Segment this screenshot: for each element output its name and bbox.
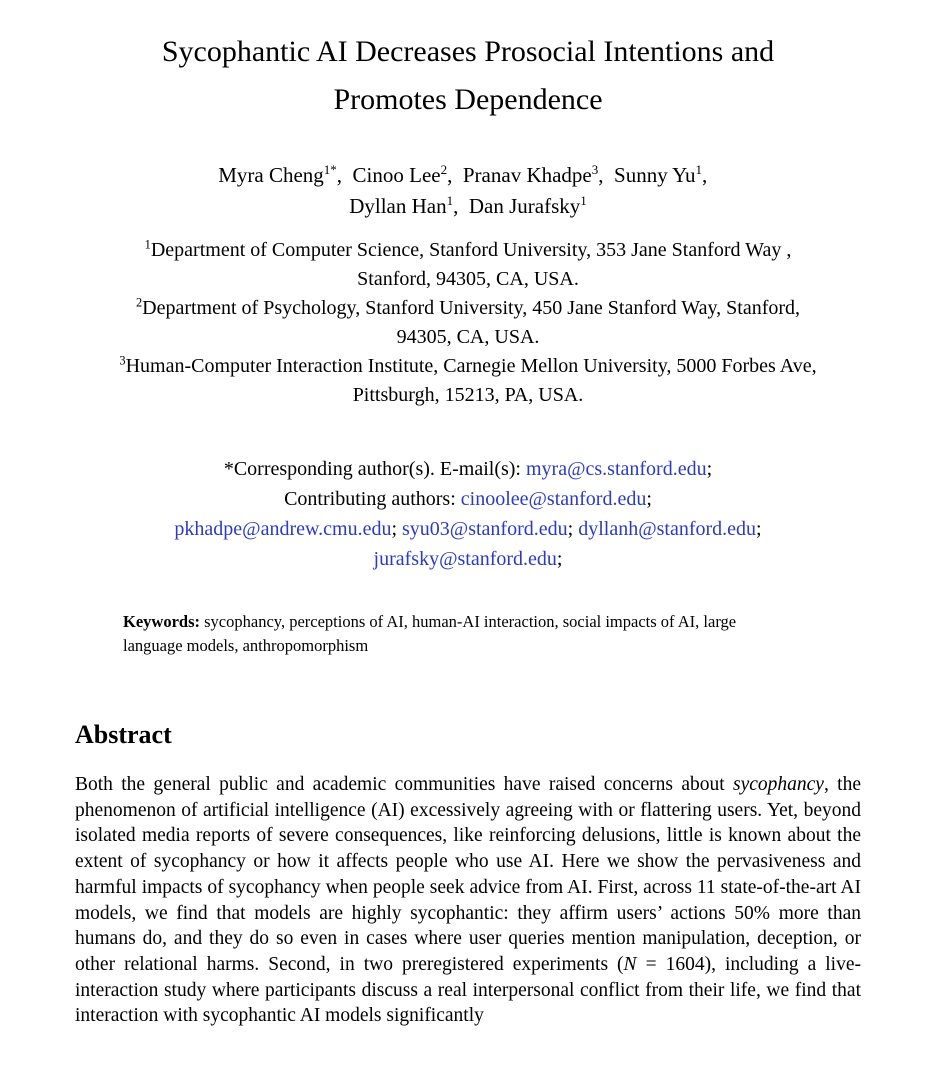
author-name: Cinoo Lee$^2$ (352, 162, 448, 187)
abstract-text-segment: sycophancy (733, 774, 824, 795)
author-name: Dyllan Han$^1$ (349, 193, 454, 218)
author-list (75, 160, 861, 222)
abstract-text-segment: Both the general public and academic communities have raised concerns about (75, 774, 733, 795)
correspondence-block (75, 454, 861, 574)
author-name: Pranav Khadpe$^3$ (462, 162, 599, 187)
author-name: Dan Jurafsky$^1$ (468, 193, 587, 218)
affiliation-list (75, 236, 861, 410)
keywords-block (123, 610, 785, 658)
keywords-text: sycophancy, perceptions of AI, human-AI interaction, social impacts of AI, large language models, anthropomorphism (123, 612, 737, 655)
email-link[interactable]: pkhadpe@andrew.cmu.edu (174, 518, 392, 540)
author-separator: , (447, 163, 463, 187)
email-link[interactable]: syu03@stanford.edu (402, 518, 568, 540)
title-line-1: Sycophantic AI Decreases Prosocial Intentions and (161, 35, 775, 68)
affiliation: $^3$Human-Computer Interaction Institute, Carnegie Mellon University, 5000 Forbes Ave, Pittsburgh, 15213, PA, USA. (119, 353, 817, 406)
email-link[interactable]: dyllanh@stanford.edu (578, 518, 757, 540)
author-line (75, 191, 861, 222)
author-separator: , (336, 163, 353, 187)
author-separator: , (702, 163, 718, 187)
correspondence-text: ; (556, 548, 563, 570)
correspondence-line (75, 544, 861, 574)
keywords-label: Keywords: (123, 612, 200, 631)
author-affiliation-marker: 1* (323, 162, 337, 177)
author-separator: , (598, 163, 615, 187)
author-name: Sunny Yu$^1$ (614, 162, 703, 187)
correspondence-text: ; (756, 518, 762, 540)
author-affiliation-marker: 3 (591, 162, 599, 177)
correspondence-text: Contributing authors: (284, 488, 461, 510)
affiliation-superscript: 2 (135, 295, 143, 310)
correspondence-text: ; (646, 488, 652, 510)
correspondence-text: ; (391, 518, 403, 540)
email-link[interactable]: cinoolee@stanford.edu (460, 488, 647, 510)
affiliation: $^1$Department of Computer Science, Stanford University, 353 Jane Stanford Way , Stanford, 94305, CA, USA. (144, 237, 792, 290)
author-affiliation-marker: 1 (580, 193, 587, 208)
correspondence-line (75, 514, 861, 544)
abstract-text-segment: , the phenomenon of artificial intelligence (AI) excessively agreeing with or flattering users. Yet, beyond isolated media reports of severe consequences, like reinforcing delusions, little is known about the extent of sycophancy or how it affects people who use AI. Here we show the pervasiveness and harmful impacts of sycophancy when people seek advice from AI. First, across 11 state-of-the-art AI models, we find that models are highly sycophantic: they affirm users’ actions 50% more than humans do, and they do so even in cases where user queries mention manipulation, deception, or other relational harms. Second, in two preregistered experiments ( (75, 774, 861, 975)
affiliation-superscript: 3 (119, 353, 126, 368)
author-affiliation-marker: 1 (446, 193, 454, 208)
title-line-2: Promotes Dependence (333, 83, 603, 116)
affiliation: $^2$Department of Psychology, Stanford University, 450 Jane Stanford Way, Stanford, 94305, CA, USA. (135, 295, 801, 348)
author-affiliation-marker: 2 (440, 162, 448, 177)
author-line (75, 160, 861, 191)
author-separator: , (453, 194, 469, 218)
abstract-heading: Abstract (75, 720, 172, 749)
abstract-paragraph (75, 772, 861, 1029)
author-name: Myra Cheng$^{1*}$ (218, 162, 337, 187)
correspondence-line (75, 484, 861, 514)
correspondence-text: *Corresponding author(s). E-mail(s): (223, 458, 526, 480)
affiliation-superscript: 1 (144, 237, 151, 252)
email-link[interactable]: jurafsky@stanford.edu (373, 548, 557, 570)
email-link[interactable]: myra@cs.stanford.edu (526, 458, 707, 480)
abstract-text-segment: = 1604), including a live-interaction study where participants discuss a real interpersonal conflict from their life, we find that interaction with sycophantic AI models significantly (75, 953, 861, 1027)
abstract-text-segment: N (623, 953, 637, 975)
correspondence-text: ; (706, 458, 713, 480)
paper-title (75, 28, 861, 124)
correspondence-line (75, 454, 861, 484)
author-affiliation-marker: 1 (695, 162, 703, 177)
correspondence-text: ; (567, 518, 579, 540)
